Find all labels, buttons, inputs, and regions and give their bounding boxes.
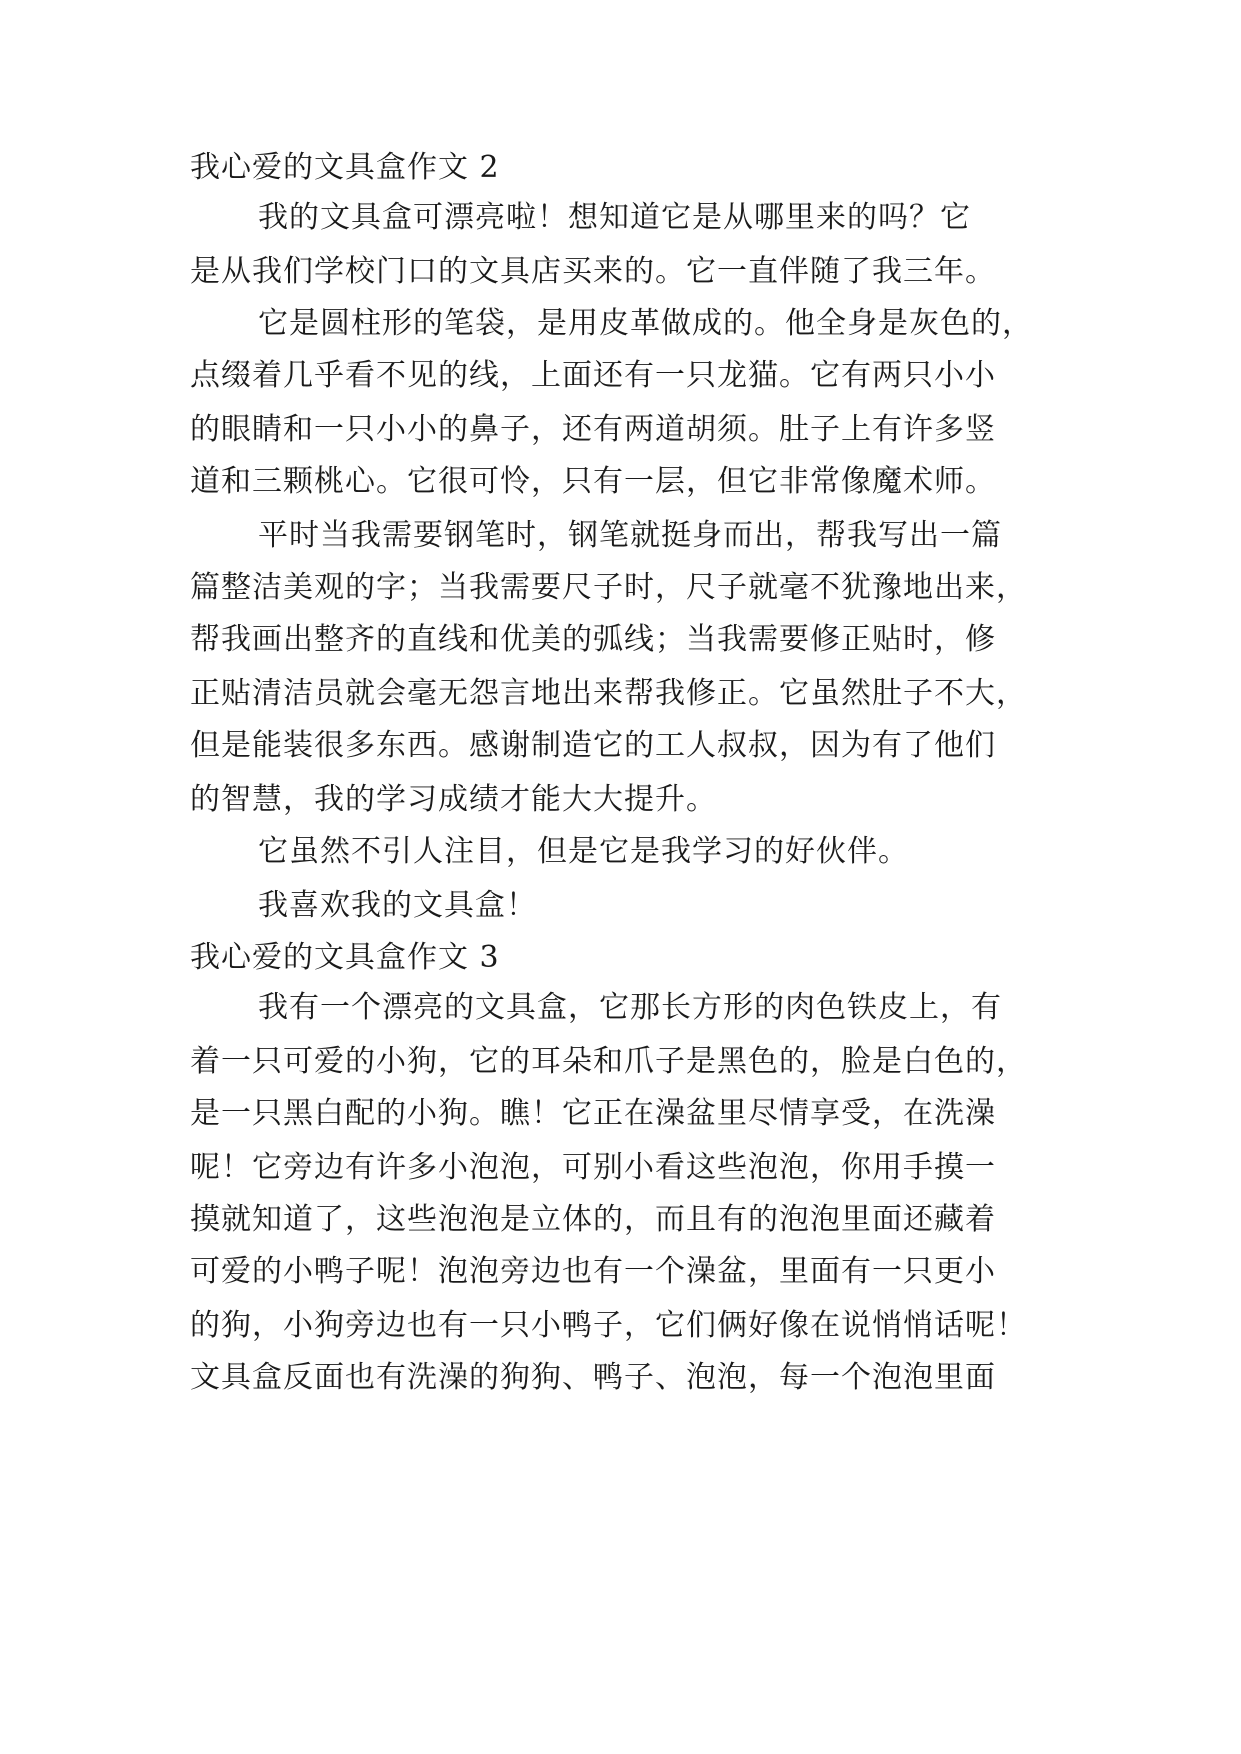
- paragraph-line: 我喜欢我的文具盒！: [258, 888, 537, 923]
- paragraph-line: 摸就知道了，这些泡泡是立体的，而且有的泡泡里面还藏着: [190, 1202, 996, 1237]
- paragraph-line: 但是能装很多东西。感谢制造它的工人叔叔，因为有了他们: [190, 728, 996, 763]
- section-heading: 我心爱的文具盒作文 2: [190, 150, 500, 185]
- paragraph-line: 点缀着几乎看不见的线，上面还有一只龙猫。它有两只小小: [190, 358, 996, 393]
- paragraph-line: 它是圆柱形的笔袋，是用皮革做成的。他全身是灰色的，: [258, 306, 1033, 341]
- paragraph-line: 帮我画出整齐的直线和优美的弧线；当我需要修正贴时，修: [190, 622, 996, 657]
- paragraph-line: 正贴清洁员就会毫无怨言地出来帮我修正。它虽然肚子不大，: [190, 676, 1027, 711]
- paragraph-line: 的狗，小狗旁边也有一只小鸭子，它们俩好像在说悄悄话呢！: [190, 1308, 1027, 1343]
- paragraph-line: 我有一个漂亮的文具盒，它那长方形的肉色铁皮上，有: [258, 990, 1002, 1025]
- paragraph-line: 是从我们学校门口的文具店买来的。它一直伴随了我三年。: [190, 254, 996, 289]
- paragraph-line: 着一只可爱的小狗，它的耳朵和爪子是黑色的，脸是白色的，: [190, 1044, 1027, 1079]
- section-heading: 我心爱的文具盒作文 3: [190, 940, 500, 975]
- paragraph-line: 呢！它旁边有许多小泡泡，可别小看这些泡泡，你用手摸一: [190, 1150, 996, 1185]
- paragraph-line: 是一只黑白配的小狗。瞧！它正在澡盆里尽情享受，在洗澡: [190, 1096, 996, 1131]
- paragraph-line: 平时当我需要钢笔时，钢笔就挺身而出，帮我写出一篇: [258, 518, 1002, 553]
- paragraph-line: 道和三颗桃心。它很可怜，只有一层，但它非常像魔术师。: [190, 464, 996, 499]
- paragraph-line: 文具盒反面也有洗澡的狗狗、鸭子、泡泡，每一个泡泡里面: [190, 1360, 996, 1395]
- paragraph-line: 可爱的小鸭子呢！泡泡旁边也有一个澡盆，里面有一只更小: [190, 1254, 996, 1289]
- paragraph-line: 篇整洁美观的字；当我需要尺子时，尺子就毫不犹豫地出来，: [190, 570, 1027, 605]
- paragraph-line: 它虽然不引人注目，但是它是我学习的好伙伴。: [258, 834, 909, 869]
- paragraph-line: 我的文具盒可漂亮啦！想知道它是从哪里来的吗？它: [258, 200, 971, 235]
- paragraph-line: 的眼睛和一只小小的鼻子，还有两道胡须。肚子上有许多竖: [190, 412, 996, 447]
- paragraph-line: 的智慧，我的学习成绩才能大大提升。: [190, 782, 717, 817]
